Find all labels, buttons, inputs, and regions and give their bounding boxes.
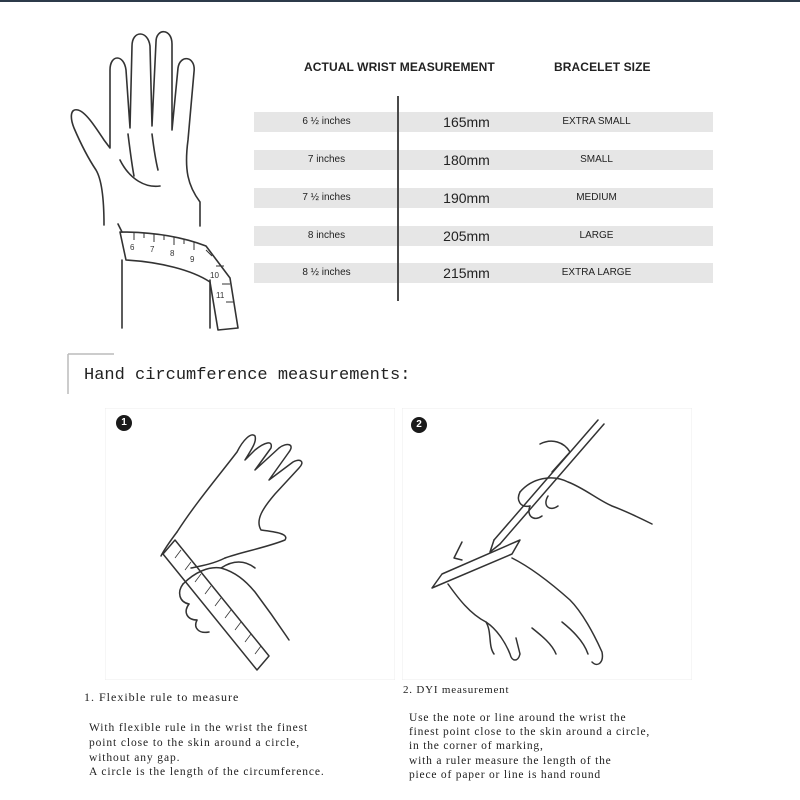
cell-mm: 190mm xyxy=(443,190,490,206)
bracelet-size-table xyxy=(254,56,714,306)
cell-size: EXTRA LARGE xyxy=(561,267,632,278)
cell-size: EXTRA SMALL xyxy=(562,116,631,127)
tape-number: 7 xyxy=(150,245,155,254)
cell-inches: 6 ½ inches xyxy=(302,116,351,127)
step-2-title: 2. DYI measurement xyxy=(403,684,510,696)
step-1-title: 1. Flexible rule to measure xyxy=(84,690,240,704)
cell-size: LARGE xyxy=(579,230,614,241)
step-2-line: in the corner of marking, xyxy=(409,740,544,753)
table-row xyxy=(254,150,713,170)
tape-number: 8 xyxy=(170,249,175,258)
cell-mm: 205mm xyxy=(443,228,490,244)
step-1-description xyxy=(89,721,409,780)
step-2-line: piece of paper or line is hand round xyxy=(409,768,601,781)
tape-number: 6 xyxy=(130,243,135,252)
cell-mm: 180mm xyxy=(443,152,490,168)
table-row xyxy=(254,263,713,283)
step-1-line: point close to the skin around a circle, xyxy=(89,736,301,749)
tape-number: 11 xyxy=(216,291,225,300)
step-2-line: with a ruler measure the length of the xyxy=(409,754,612,767)
cell-inches: 7 ½ inches xyxy=(302,192,351,203)
step-2-badge: 2 xyxy=(411,417,427,433)
cell-mm: 215mm xyxy=(443,265,490,281)
tape-number: 9 xyxy=(190,255,195,264)
step-1-line: A circle is the length of the circumference. xyxy=(89,766,325,779)
cell-size: MEDIUM xyxy=(576,192,617,203)
header-wrist-measurement: ACTUAL WRIST MEASUREMENT xyxy=(304,60,495,74)
cell-size: SMALL xyxy=(580,154,613,165)
step-1-line: With flexible rule in the wrist the finest xyxy=(89,722,309,734)
tape-number: 10 xyxy=(210,271,219,280)
cell-inches: 8 ½ inches xyxy=(302,267,351,278)
top-border xyxy=(0,0,800,2)
step-2-description xyxy=(409,711,769,782)
cell-inches: 8 inches xyxy=(307,230,346,241)
cell-inches: 7 inches xyxy=(307,154,346,165)
flexible-rule-illustration xyxy=(105,408,395,680)
diy-measurement-illustration xyxy=(402,408,692,680)
header-bracelet-size: BRACELET SIZE xyxy=(554,60,651,74)
step-2-line: Use the note or line around the wrist the xyxy=(409,712,627,724)
hand-with-tape-illustration xyxy=(60,10,250,340)
step-2-line: finest point close to the skin around a circle, xyxy=(409,726,651,739)
table-row xyxy=(254,112,713,132)
table-row xyxy=(254,226,713,246)
table-row xyxy=(254,188,713,208)
section-title: Hand circumference measurements: xyxy=(84,366,411,385)
step-1-badge: 1 xyxy=(116,415,132,431)
step-1-line: without any gap. xyxy=(89,751,181,764)
column-divider xyxy=(397,96,399,301)
cell-mm: 165mm xyxy=(443,114,490,130)
